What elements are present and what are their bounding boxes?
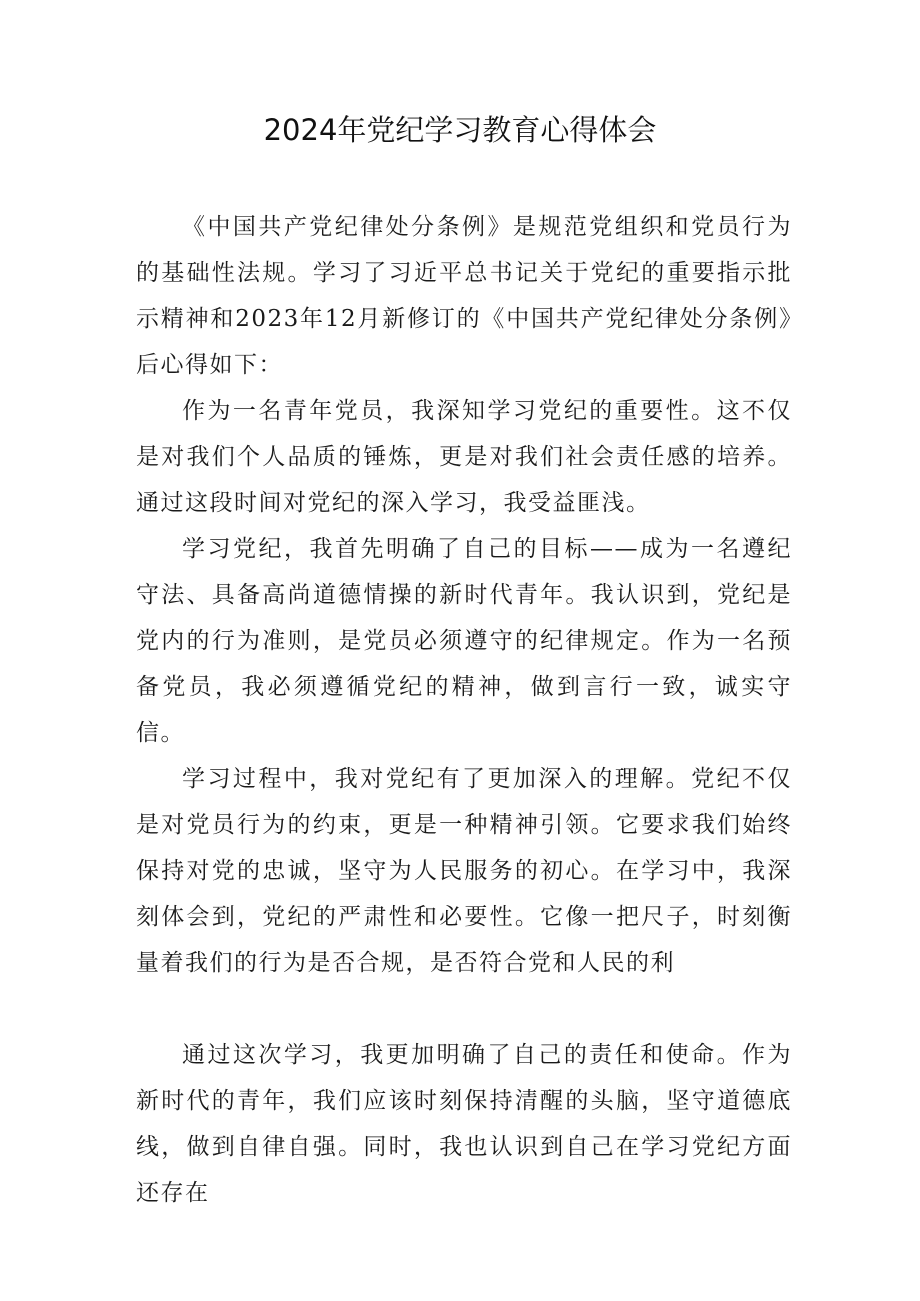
paragraph-understanding: 学习过程中，我对党纪有了更加深入的理解。党纪不仅是对党员行为的约束，更是一种精神引领。它要求我们始终保持对党的忠诚，坚守为人民服务的初心。在学习中，我深刻体会到，党纪的严肃性和必要性。它像一把尺子，时刻衡量着我们的行为是否合规，是否符合党和人民的利 [136,766,792,976]
paragraph-importance: 作为一名青年党员，我深知学习党纪的重要性。这不仅是对我们个人品质的锤炼，更是对我们社会责任感的培养。通过这段时间对党纪的深入学习，我受益匪浅。 [136,398,792,516]
paragraph-responsibility: 通过这次学习，我更加明确了自己的责任和使命。作为新时代的青年，我们应该时刻保持清醒的头脑，坚守道德底线，做到自律自强。同时，我也认识到自己在学习党纪方面还存在 [136,1042,792,1206]
paragraph-intro: 《中国共产党纪律处分条例》是规范党组织和党员行为的基础性法规。学习了习近平总书记关于党纪的重要指示批示精神和2023年12月新修订的《中国共产党纪律处分条例》后心得如下： [136,214,792,378]
paragraph-gap [136,986,792,1032]
document-body [136,204,792,1216]
document-title: 2024年党纪学习教育心得体会 [263,113,657,147]
paragraph-goal: 学习党纪，我首先明确了自己的目标——成为一名遵纪守法、具备高尚道德情操的新时代青年。我认识到，党纪是党内的行为准则，是党员必须遵守的纪律规定。作为一名预备党员，我必须遵循党纪的精神，做到言行一致，诚实守信。 [136,536,792,746]
